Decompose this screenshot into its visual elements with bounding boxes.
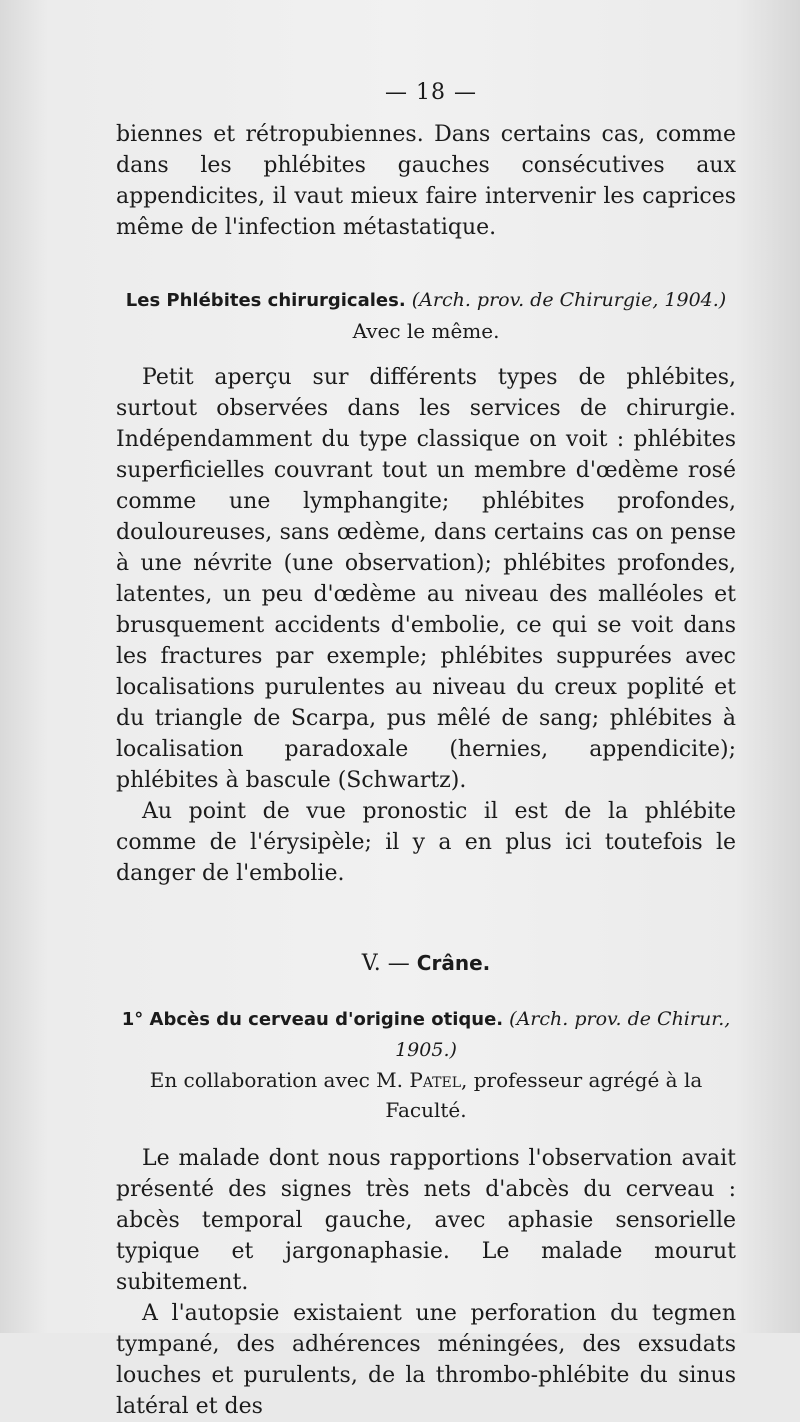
page-number: — 18 — — [385, 80, 477, 105]
subtitle-prefix: En collaboration avec M. — [149, 1068, 404, 1092]
author-name: Patel — [409, 1068, 462, 1092]
article-source: (Arch. prov. de Chirur., 1905.) — [395, 1008, 731, 1061]
page-body — [116, 80, 736, 1422]
section-heading — [116, 951, 736, 976]
article-source: (Arch. prov. de Chirurgie, 1904.) — [411, 289, 727, 311]
intro-paragraph: biennes et rétropubiennes. Dans certains cas, comme dans les phlébites gauches consécutives aux appendicites, il vaut mieux faire intervenir les caprices même de l'infection métastatique. — [116, 122, 736, 240]
article-heading-abces — [116, 1004, 736, 1065]
article-subtitle: Avec le même. — [352, 319, 500, 343]
article-subtitle — [116, 1065, 736, 1125]
article-paragraph: Le malade dont nous rapportions l'observation avait présenté des signes très nets d'abcès du cerveau : abcès temporal gauche, avec aphasie sensorielle typique et jargonaphasie. Le malade mourut subitement. — [116, 1146, 736, 1295]
subtitle-suffix: , professeur agrégé à la Faculté. — [385, 1068, 703, 1122]
article-heading-phlebites — [116, 285, 736, 316]
article-title: 1° Abcès du cerveau d'origine otique. — [121, 1009, 504, 1030]
article-title: Les Phlébites chirurgicales. — [125, 290, 406, 311]
article-paragraph: Au point de vue pronostic il est de la phlébite comme de l'érysipèle; il y a en plus ici toutefois le danger de l'embolie. — [116, 799, 736, 886]
article-paragraph: Petit aperçu sur différents types de phlébites, surtout observées dans les services de chirurgie. Indépendamment du type classique on voit : phlébites superficielles couvrant tout un membre d'œdème rosé comme une lymphangite; phlébites profondes, douloureuses, sans œdème, dans certains cas on pense à une névrite (une observation); phlébites profondes, latentes, un peu d'œdème au niveau des malléoles et brusquement accidents d'embolie, ce qui se voit dans les fractures par exemple; phlébites suppurées avec localisations purulentes au niveau du creux poplité et du triangle de Scarpa, pus mêlé de sang; phlébites à localisation paradoxale (hernies, appendicite); phlébites à bascule (Schwartz). — [116, 365, 736, 793]
section-title: Crâne. — [416, 951, 491, 975]
article-paragraph: A l'autopsie existaient une perforation du tegmen tympané, des adhérences méningées, des exsudats louches et purulents, de la thrombo-phlébite du sinus latéral et des — [116, 1301, 736, 1419]
section-number: V. — — [361, 951, 410, 976]
